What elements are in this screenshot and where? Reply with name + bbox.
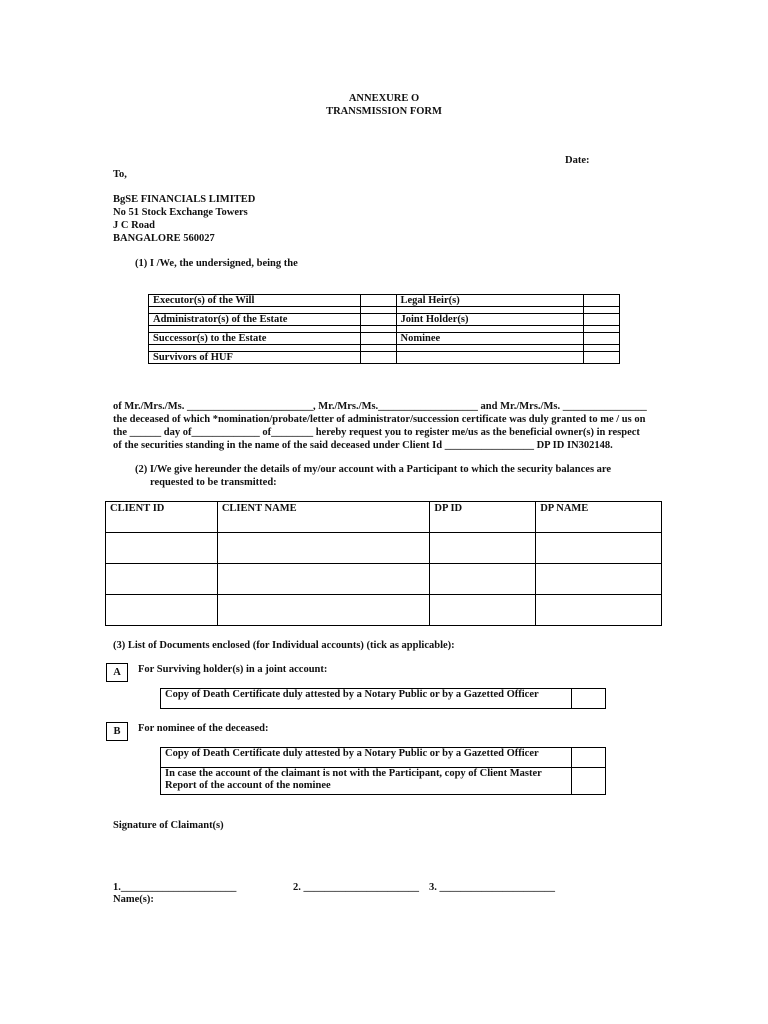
signature-line-3[interactable]: 3. ______________________ xyxy=(429,882,555,893)
address-line-4: BANGALORE 560027 xyxy=(113,233,215,244)
table-row xyxy=(106,533,662,564)
document-row xyxy=(161,768,606,795)
capacity-row xyxy=(149,314,620,326)
capacity-row xyxy=(149,333,620,345)
dp-id-cell[interactable] xyxy=(430,564,536,595)
client-id-cell[interactable] xyxy=(106,564,218,595)
client-master-report-line-2: Report of the account of the nominee xyxy=(165,780,331,791)
client-name-cell[interactable] xyxy=(217,533,430,564)
client-master-report-line-1: In case the account of the claimant is not with the Participant, copy of Client Master xyxy=(165,768,542,779)
tick-box[interactable] xyxy=(572,768,606,795)
signature-line-1[interactable]: 1.______________________ xyxy=(113,882,237,893)
address-line-3: J C Road xyxy=(113,220,156,231)
option-b-box: B xyxy=(106,722,128,741)
date-label: Date: xyxy=(565,155,590,166)
document-row xyxy=(161,689,606,709)
header-client-name: CLIENT NAME xyxy=(217,502,430,533)
client-id-cell[interactable] xyxy=(106,533,218,564)
capacity-empty xyxy=(396,352,584,364)
death-certificate-doc: Copy of Death Certificate duly attested by a Notary Public or by a Gazetted Officer xyxy=(161,748,572,768)
option-b-label: For nominee of the deceased: xyxy=(138,723,269,734)
address-line-2: No 51 Stock Exchange Towers xyxy=(113,207,248,218)
death-certificate-doc: Copy of Death Certificate duly attested by a Notary Public or by a Gazetted Officer xyxy=(161,689,572,709)
names-label: Name(s): xyxy=(113,894,154,905)
capacity-executor: Executor(s) of the Will xyxy=(149,295,361,307)
capacity-joint-holder: Joint Holder(s) xyxy=(396,314,584,326)
capacity-table xyxy=(148,294,620,364)
capacity-legal-heir: Legal Heir(s) xyxy=(396,295,584,307)
dp-id-cell[interactable] xyxy=(430,595,536,626)
dp-name-cell[interactable] xyxy=(536,564,662,595)
section-2-line-2: requested to be transmitted: xyxy=(150,477,277,488)
table-row xyxy=(106,564,662,595)
tick-box[interactable] xyxy=(572,748,606,768)
tick-box[interactable] xyxy=(572,689,606,709)
capacity-spacer-row xyxy=(149,326,620,333)
capacity-spacer-row xyxy=(149,345,620,352)
declaration-line-2: the deceased of which *nomination/probate/letter of administrator/succession certificate was duly granted to me / us on xyxy=(113,414,646,425)
signature-line-2[interactable]: 2. ______________________ xyxy=(293,882,419,893)
capacity-administrator: Administrator(s) of the Estate xyxy=(149,314,361,326)
to-label: To, xyxy=(113,169,127,180)
capacity-checkbox[interactable] xyxy=(360,352,396,364)
dp-id-cell[interactable] xyxy=(430,533,536,564)
document-row xyxy=(161,748,606,768)
client-name-cell[interactable] xyxy=(217,564,430,595)
address-line-1: BgSE FINANCIALS LIMITED xyxy=(113,194,256,205)
declaration-line-4: of the securities standing in the name of the said deceased under Client Id _________________ DP ID IN302148. xyxy=(113,440,613,451)
form-title: TRANSMISSION FORM xyxy=(326,106,442,117)
table-row xyxy=(106,595,662,626)
capacity-huf: Survivors of HUF xyxy=(149,352,361,364)
table-header-row xyxy=(106,502,662,533)
declaration-line-3: the ______ day of_____________ of________ hereby request you to register me/us as the beneficial owner(s) in respect xyxy=(113,427,640,438)
form-annexure-title: ANNEXURE O xyxy=(348,93,420,104)
capacity-checkbox[interactable] xyxy=(584,333,620,345)
capacity-row xyxy=(149,352,620,364)
dp-name-cell[interactable] xyxy=(536,595,662,626)
section-1-intro: (1) I /We, the undersigned, being the xyxy=(135,258,298,269)
option-a-label: For Surviving holder(s) in a joint account: xyxy=(138,664,328,675)
client-master-report-doc xyxy=(161,768,572,795)
header-client-id: CLIENT ID xyxy=(106,502,218,533)
capacity-checkbox[interactable] xyxy=(360,314,396,326)
header-dp-name: DP NAME xyxy=(536,502,662,533)
capacity-checkbox[interactable] xyxy=(584,295,620,307)
option-b-documents xyxy=(160,747,606,795)
capacity-checkbox[interactable] xyxy=(584,314,620,326)
capacity-checkbox[interactable] xyxy=(584,352,620,364)
client-id-cell[interactable] xyxy=(106,595,218,626)
capacity-row xyxy=(149,295,620,307)
client-name-cell[interactable] xyxy=(217,595,430,626)
capacity-successor: Successor(s) to the Estate xyxy=(149,333,361,345)
capacity-checkbox[interactable] xyxy=(360,333,396,345)
option-a-box: A xyxy=(106,663,128,682)
capacity-nominee: Nominee xyxy=(396,333,584,345)
section-2-line-1: (2) I/We give hereunder the details of my/our account with a Participant to which the security balances are xyxy=(135,464,612,475)
capacity-checkbox[interactable] xyxy=(360,295,396,307)
header-dp-id: DP ID xyxy=(430,502,536,533)
account-details-table xyxy=(105,501,662,626)
declaration-line-1: of Mr./Mrs./Ms. ________________________, Mr./Mrs./Ms.___________________ and Mr./Mrs./Ms. ________________ xyxy=(113,401,647,412)
option-a-documents xyxy=(160,688,606,709)
section-3-heading: (3) List of Documents enclosed (for Individual accounts) (tick as applicable): xyxy=(113,640,455,651)
dp-name-cell[interactable] xyxy=(536,533,662,564)
signature-label: Signature of Claimant(s) xyxy=(113,820,224,831)
capacity-spacer-row xyxy=(149,307,620,314)
